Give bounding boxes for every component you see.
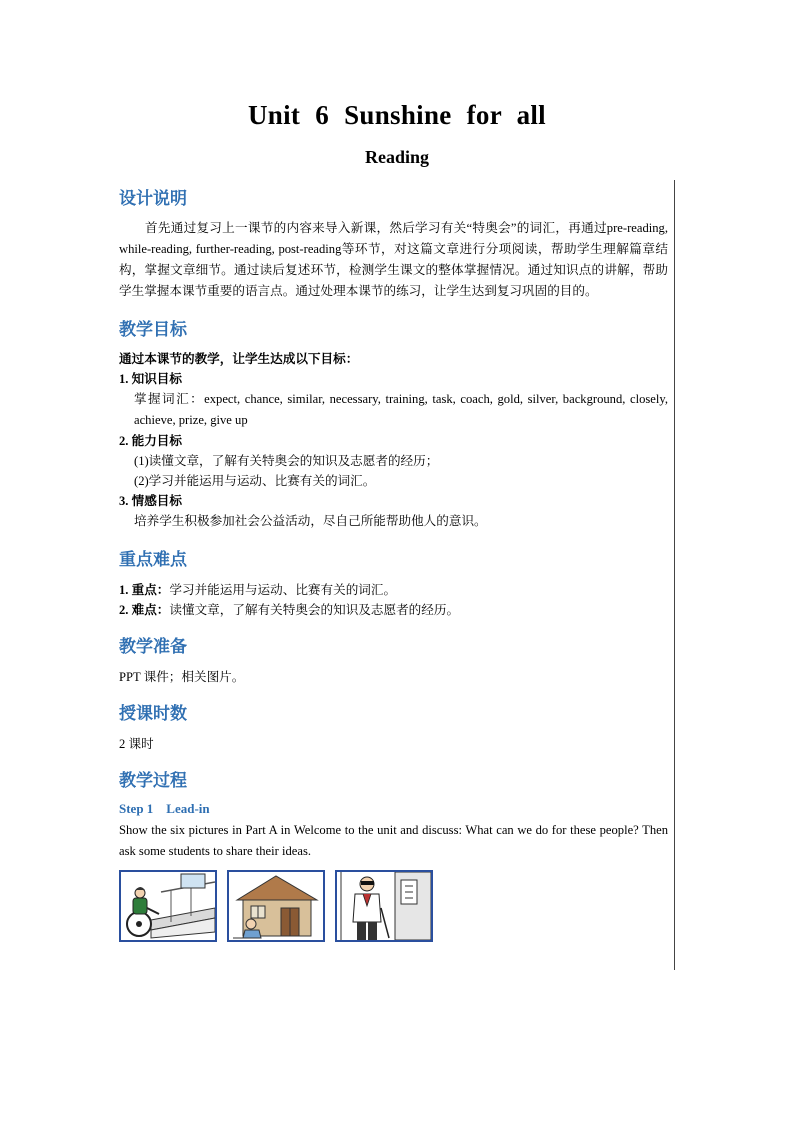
ability-heading: 2. 能力目标: [119, 434, 182, 448]
knowledge-text: 掌握词汇：expect, chance, similar, necessary, training, task, coach, gold, silver, background, closely, achieve, prize, give up: [134, 392, 668, 427]
section-heading-process: 教学过程: [119, 771, 187, 791]
section-heading-hours: 授课时数: [119, 704, 187, 724]
key-point-label: 1. 重点：: [119, 583, 170, 597]
preparation-text: PPT 课件；相关图片。: [119, 670, 245, 684]
emotion-heading: 3. 情感目标: [119, 494, 182, 508]
house-child-picture: [227, 870, 325, 942]
section-heading-objectives: 教学目标: [119, 320, 187, 340]
design-description: 首先通过复习上一课节的内容来导入新课，然后学习有关“特奥会”的词汇，再通过pre-reading, while-reading, further-reading, post-reading等环节，对这篇文章进行分项阅读，帮助学生理解篇章结构，掌握文章细节。通过读后复述环节，检测学生课文的整体掌握情况。通过知识点的讲解，帮助学生掌握本课节重要的语言点。通过处理本课节的练习，让学生达到复习巩固的目的。: [119, 221, 668, 298]
lesson-content: [119, 184, 668, 942]
objectives-intro: 通过本课节的教学，让学生达成以下目标：: [119, 352, 359, 366]
document-title: Unit 6 Sunshine for all: [248, 100, 546, 130]
hours-text: 2 课时: [119, 737, 154, 751]
section-heading-design: 设计说明: [119, 189, 187, 209]
key-point: [119, 580, 668, 600]
margin-rule: [674, 180, 675, 970]
step-1-text: Show the six pictures in Part A in Welcome to the unit and discuss: What can we do for these people? Then ask some students to share their ideas.: [119, 823, 668, 858]
difficult-point-label: 2. 难点：: [119, 603, 170, 617]
step-1-heading: Step 1 Lead-in: [119, 801, 210, 816]
picture-row: [119, 870, 668, 942]
document-subtitle: Reading: [364, 147, 429, 167]
ability-item-1: (1)读懂文章，了解有关特奥会的知识及志愿者的经历；: [134, 454, 439, 468]
knowledge-heading: 1. 知识目标: [119, 372, 182, 386]
difficult-point-text: 读懂文章，了解有关特奥会的知识及志愿者的经历。: [169, 603, 460, 617]
difficult-point: [119, 600, 668, 620]
section-heading-preparation: 教学准备: [119, 637, 187, 657]
key-point-text: 学习并能运用与运动、比赛有关的词汇。: [169, 583, 397, 597]
wheelchair-ramp-picture: [119, 870, 217, 942]
section-heading-keypoints: 重点难点: [119, 550, 187, 570]
ability-item-2: (2)学习并能运用与运动、比赛有关的词汇。: [134, 474, 376, 488]
blind-man-elevator-picture: [335, 870, 433, 942]
emotion-text: 培养学生积极参加社会公益活动，尽自己所能帮助他人的意识。: [134, 514, 487, 528]
